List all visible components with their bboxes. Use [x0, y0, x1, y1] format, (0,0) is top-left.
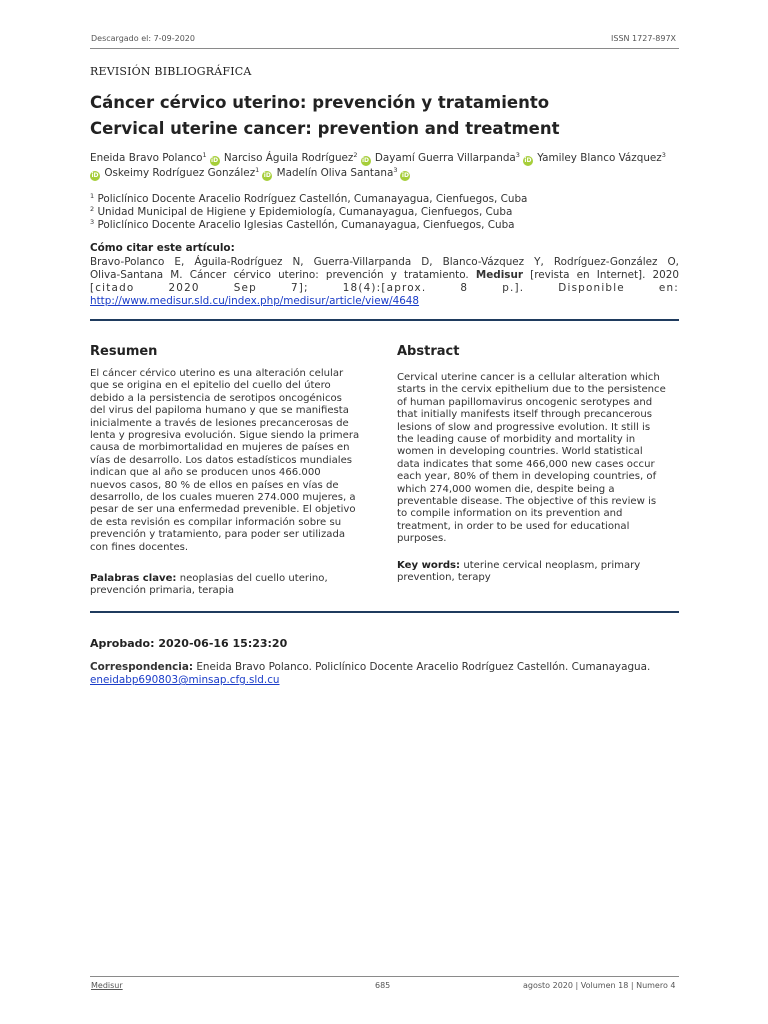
- orcid-icon[interactable]: iD: [263, 172, 271, 179]
- abstract-heading: Abstract: [397, 344, 460, 359]
- author-affiliation-number: 1: [255, 166, 260, 174]
- abstract-divider: [90, 611, 679, 613]
- abstract-keywords: Key words: uterine cervical neoplasm, primary prevention, terapy: [397, 560, 641, 584]
- title-spanish: Cáncer cérvico uterino: prevención y tratamiento: [90, 93, 550, 112]
- citation-line: Oliva-Santana M. Cáncer cérvico uterino: prevención y tratamiento. Medisur [revista en Internet]. 2020: [90, 269, 679, 281]
- footer-divider: [90, 976, 679, 977]
- correspondence-text: Eneida Bravo Polanco. Policlínico Docente Aracelio Rodríguez Castellón. Cumanayagua.: [196, 661, 651, 673]
- affiliation-text: Unidad Municipal de Higiene y Epidemiología, Cumanayagua, Cienfuegos, Cuba: [97, 206, 513, 218]
- affiliation-number: 1: [90, 192, 95, 200]
- citation-block: [90, 256, 679, 308]
- article-url-link[interactable]: http://www.medisur.sld.cu/index.php/medisur/article/view/4648: [90, 295, 420, 307]
- section-label: REVISIÓN BIBLIOGRÁFICA: [90, 65, 252, 78]
- author-name: Eneida Bravo Polanco: [90, 152, 203, 164]
- affiliation-list: [90, 193, 527, 232]
- abstract-body: Cervical uterine cancer is a cellular alteration which starts in the cervix epithelium due to the persistence of human papillomavirus oncogenic serotypes and that initially manifests itself through precancerous lesions of slow and progressive evolution. It still is the leading cause of morbidity and mortality in women in developing countries. World statistical data indicates that some 466,000 new cases occur each year, 80% of them in developing countries, of which 274,000 women die, despite being a preventable disease. The objective of this review is to compile information on its prevention and treatment, in order to be used for educational purposes.: [397, 372, 666, 545]
- orcid-icon[interactable]: iD: [91, 172, 99, 179]
- author-affiliation-number: 1: [202, 151, 207, 159]
- resumen-heading: Resumen: [90, 344, 158, 359]
- author-name: Oskeimy Rodríguez González: [104, 167, 256, 179]
- citation-line: [citado 2020 Sep 7]; 18(4):[aprox. 8 p.]. Disponible en:: [90, 282, 679, 294]
- author-name: Madelín Oliva Santana: [276, 167, 394, 179]
- author-list: [90, 151, 690, 181]
- keywords-label: Palabras clave:: [90, 573, 177, 584]
- header-divider: [90, 48, 679, 49]
- author-name: Narciso Águila Rodríguez: [223, 152, 354, 164]
- keywords-label: Key words:: [397, 560, 461, 571]
- author-affiliation-number: 3: [393, 166, 398, 174]
- citation-line: Bravo-Polanco E, Águila-Rodríguez N, Guerra-Villarpanda D, Blanco-Vázquez Y, Rodríguez-González O,: [90, 256, 679, 268]
- affiliation-number: 2: [90, 205, 95, 213]
- resumen-keywords: Palabras clave: neoplasias del cuello uterino, prevención primaria, terapia: [90, 573, 328, 597]
- issn: ISSN 1727-897X: [611, 34, 677, 43]
- correspondence-email-link[interactable]: eneidabp690803@minsap.cfg.sld.cu: [90, 674, 280, 686]
- footer-journal-link[interactable]: Medisur: [91, 981, 123, 990]
- orcid-icon[interactable]: iD: [211, 157, 219, 164]
- issue-info: agosto 2020 | Volumen 18 | Numero 4: [523, 981, 676, 990]
- correspondence-label: Correspondencia:: [90, 661, 193, 673]
- page-number: 685: [375, 981, 391, 990]
- orcid-icon[interactable]: iD: [524, 157, 532, 164]
- orcid-icon[interactable]: iD: [401, 172, 409, 179]
- author-affiliation-number: 2: [353, 151, 358, 159]
- journal-name: Medisur: [475, 269, 523, 281]
- resumen-body: El cáncer cérvico uterino es una alteración celular que se origina en el epitelio del cuello del útero debido a la persistencia de serotipos oncogénicos del virus del papiloma humano y que se manifiesta inicialmente a través de lesiones precancerosas de lenta y progresiva evolución. Sigue siendo la primera causa de morbimortalidad en mujeres de países en vías de desarrollo. Los datos estadísticos mundiales indican que al año se producen unos 466.000 nuevos casos, 80 % de ellos en países en vías de desarrollo, de los cuales mueren 274.000 mujeres, a pesar de ser una enfermedad prevenible. El objetivo de esta revisión es compilar información sobre su prevención y tratamiento, para poder ser utilizada con fines docentes.: [90, 368, 360, 553]
- orcid-icon[interactable]: iD: [361, 157, 370, 164]
- author-affiliation-number: 3: [515, 151, 520, 159]
- correspondence: [90, 661, 690, 687]
- download-date: Descargado el: 7-09-2020: [91, 34, 195, 43]
- author-name: Yamiley Blanco Vázquez: [537, 152, 662, 164]
- author-name: Dayamí Guerra Villarpanda: [374, 152, 516, 164]
- approved-date: Aprobado: 2020-06-16 15:23:20: [90, 637, 288, 650]
- affiliation-text: Policlínico Docente Aracelio Rodríguez Castellón, Cumanayagua, Cienfuegos, Cuba: [97, 193, 528, 205]
- affiliation-text: Policlínico Docente Aracelio Iglesias Castellón, Cumanayagua, Cienfuegos, Cuba: [97, 219, 515, 231]
- title-english: Cervical uterine cancer: prevention and treatment: [90, 119, 560, 138]
- citation-divider: [90, 319, 679, 321]
- author-affiliation-number: 3: [661, 151, 666, 159]
- affiliation-number: 3: [90, 218, 95, 226]
- citation-heading: Cómo citar este artículo:: [90, 242, 235, 254]
